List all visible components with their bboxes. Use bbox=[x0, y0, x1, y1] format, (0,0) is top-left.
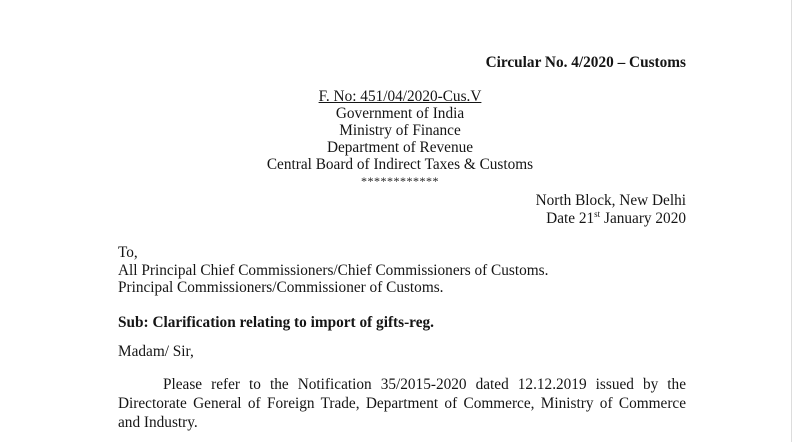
date bbox=[546, 209, 686, 228]
to-label: To, bbox=[118, 244, 138, 261]
separator-stars: ************ bbox=[361, 174, 439, 188]
header-line: Government of India bbox=[335, 105, 465, 122]
page-edge bbox=[791, 0, 792, 442]
paragraph-text: Please refer to the Notification 35/2015-2020 dated 12.12.2019 issued by the Directorate General of Foreign Trade, Department of Commerce, Ministry of Commerce and Industry. bbox=[118, 376, 686, 431]
date-suffix: January 2020 bbox=[600, 210, 686, 228]
recipient: All Principal Chief Commissioners/Chief Commissioners of Customs. bbox=[118, 262, 549, 279]
file-number: F. No: 451/04/2020-Cus.V bbox=[318, 88, 482, 105]
recipient: Principal Commissioners/Commissioner of Customs. bbox=[118, 279, 444, 296]
header-line: Ministry of Finance bbox=[339, 122, 461, 139]
date-prefix: Date 21 bbox=[546, 210, 595, 228]
place: North Block, New Delhi bbox=[535, 192, 686, 209]
header-line: Central Board of Indirect Taxes & Customs bbox=[266, 156, 534, 173]
salutation: Madam/ Sir, bbox=[118, 343, 194, 360]
body-paragraph bbox=[118, 375, 686, 432]
header-line: Department of Revenue bbox=[326, 139, 474, 156]
date-sup: st bbox=[594, 209, 601, 219]
circular-number: Circular No. 4/2020 – Customs bbox=[485, 54, 686, 71]
subject: Sub: Clarification relating to import of gifts-reg. bbox=[118, 314, 434, 331]
